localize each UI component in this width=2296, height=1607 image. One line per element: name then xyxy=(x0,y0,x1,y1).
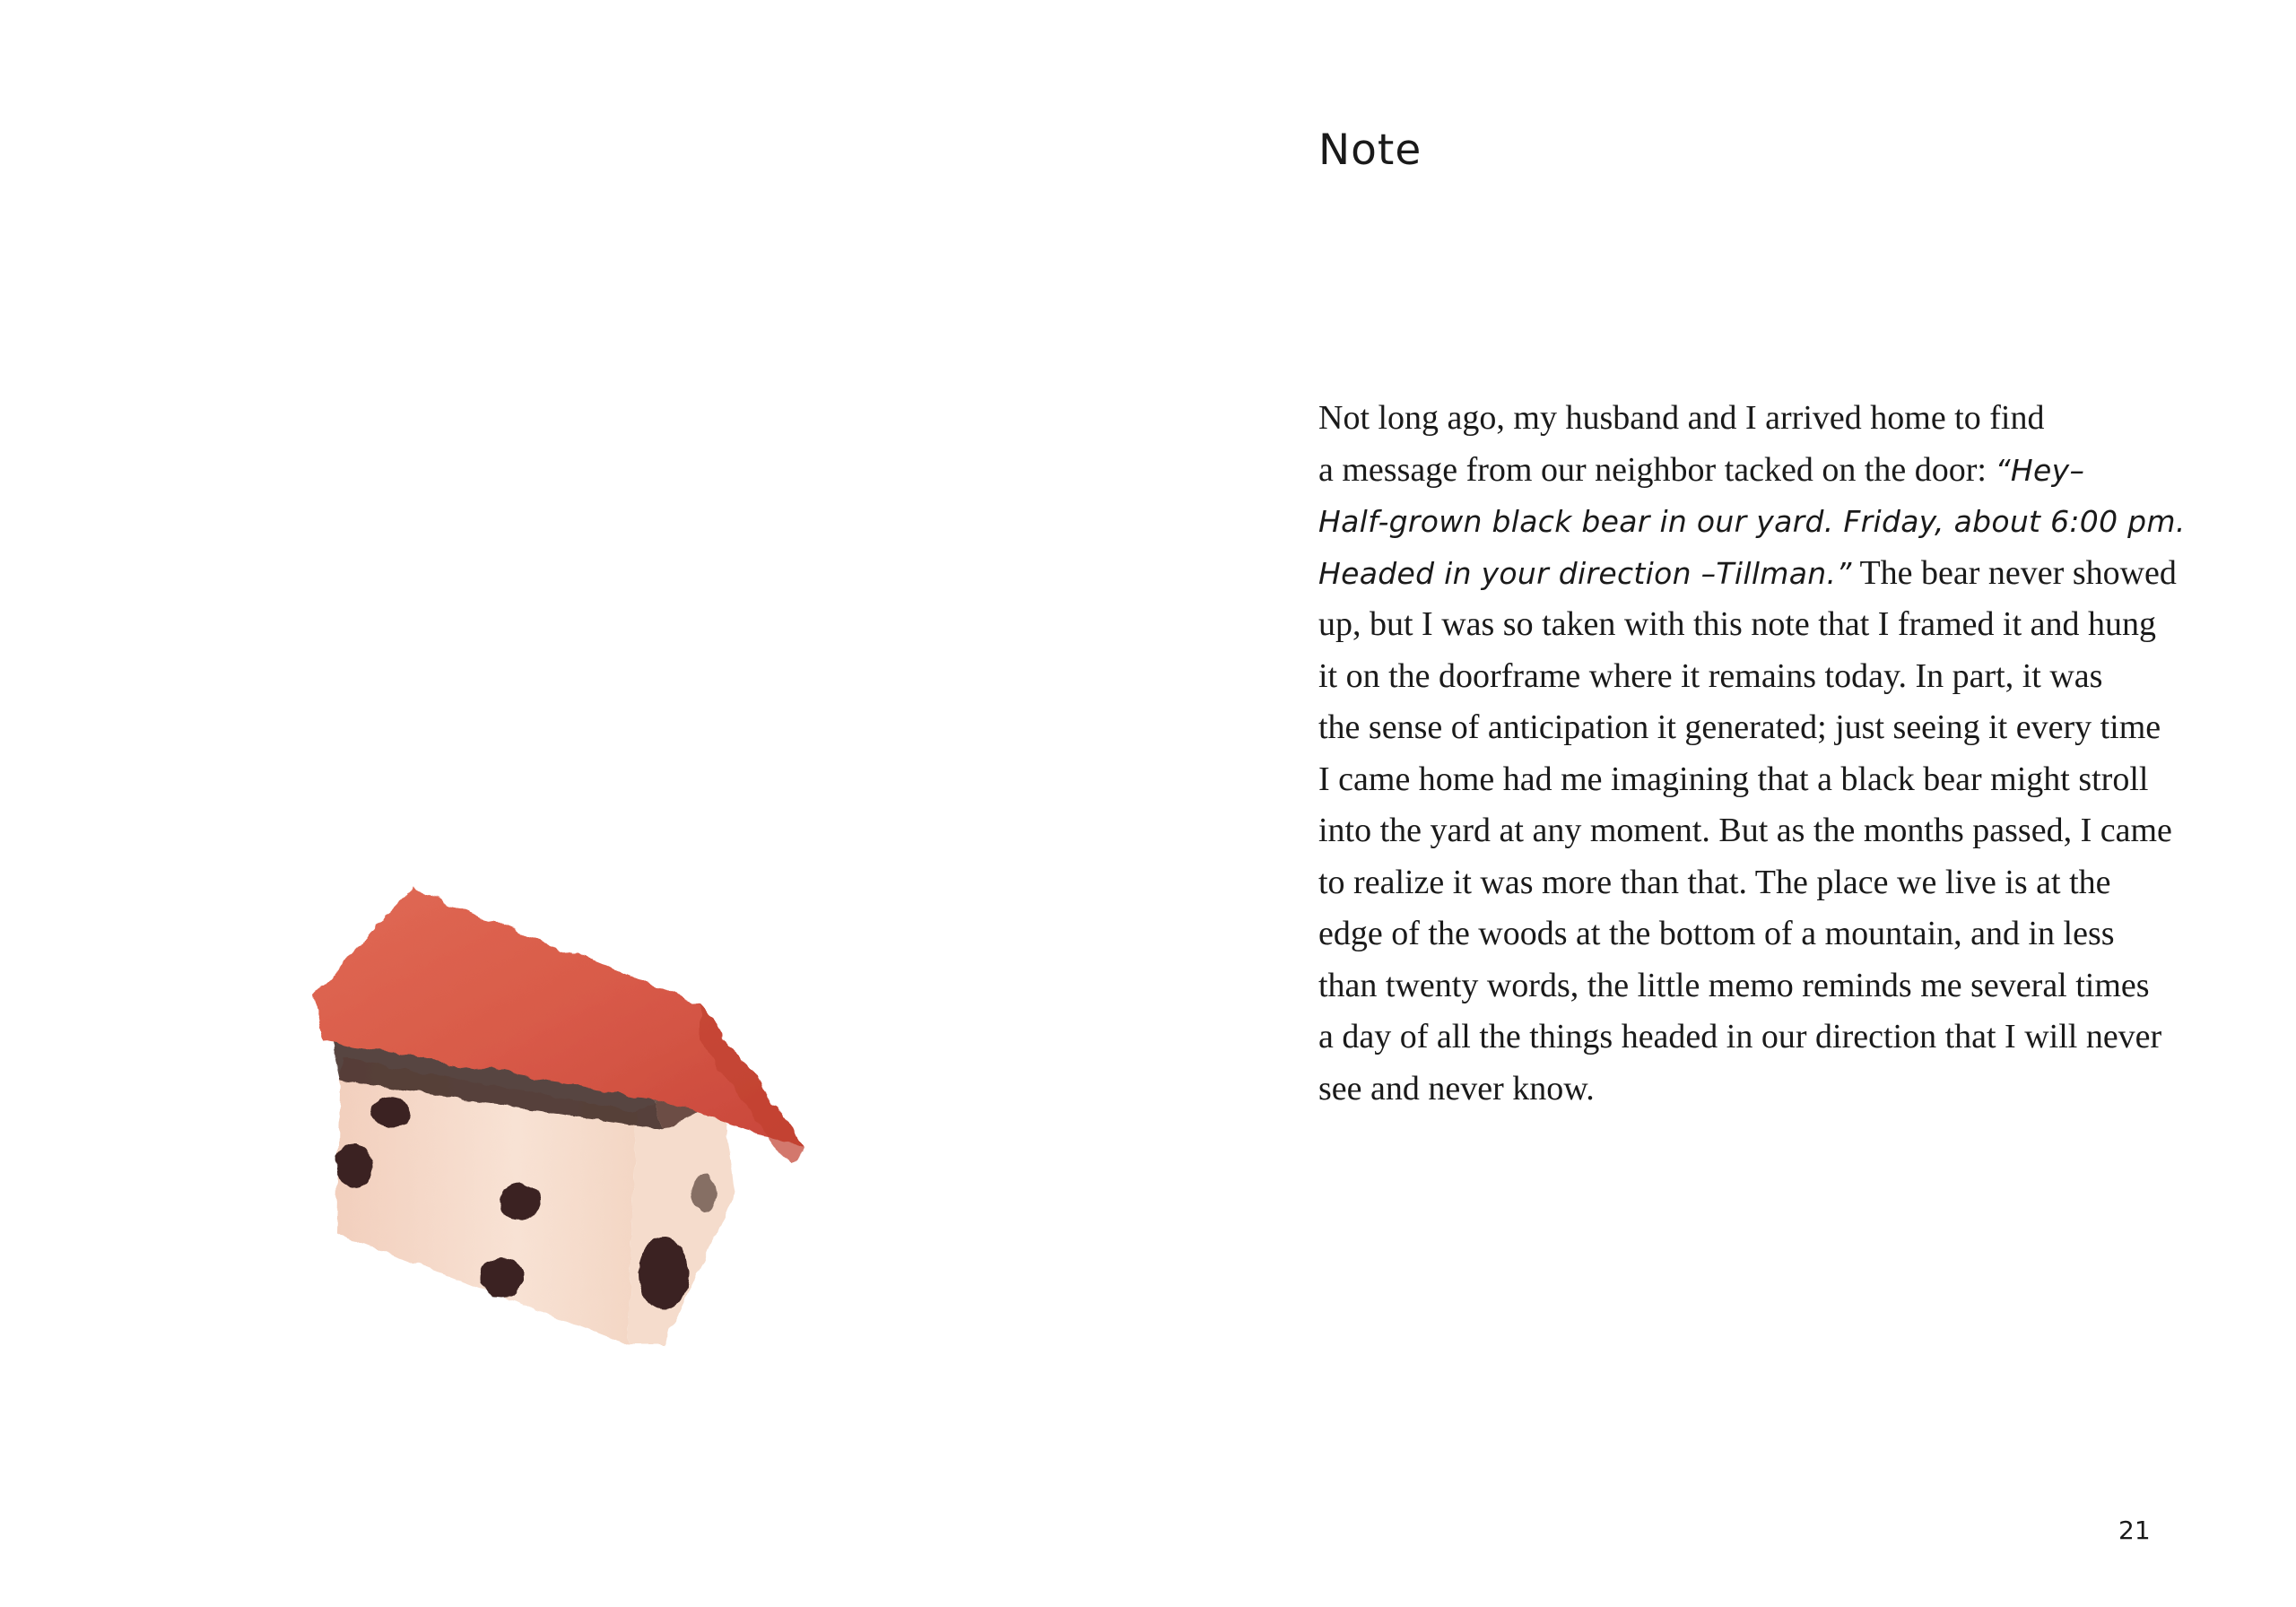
body-line: than twenty words, the little memo reminds me several times xyxy=(1318,966,2150,1004)
body-line: I came home had me imagining that a black bear might stroll xyxy=(1318,760,2149,798)
body-line: to realize it was more than that. The place we live is at the xyxy=(1318,863,2111,901)
page-number: 21 xyxy=(2118,1516,2151,1545)
body-line: it on the doorframe where it remains today. In part, it was xyxy=(1318,656,2103,695)
neighbor-note-quote: Half-grown black bear in our yard. Friday, about 6:00 pm. xyxy=(1318,504,2186,539)
body-line xyxy=(1318,445,2233,497)
body-paragraph xyxy=(1318,393,2233,1115)
watercolor-house-icon xyxy=(161,771,1004,1399)
body-line: a day of all the things headed in our direction that I will never xyxy=(1318,1018,2162,1055)
body-line: up, but I was so taken with this note that I framed it and hung xyxy=(1318,605,2156,643)
neighbor-note-quote: Headed in your direction –Tillman.” xyxy=(1318,555,1852,591)
body-line: into the yard at any moment. But as the months passed, I came xyxy=(1318,812,2172,849)
neighbor-note-quote: “Hey– xyxy=(1995,452,2085,488)
body-line: see and never know. xyxy=(1318,1069,1595,1108)
body-line: Not long ago, my husband and I arrived home to find xyxy=(1318,399,2045,437)
body-line xyxy=(1318,548,2233,600)
body-line-text: a message from our neighbor tacked on the door: xyxy=(1318,450,1996,489)
body-line-text: The bear never showed xyxy=(1851,553,2177,592)
house-illustration xyxy=(161,771,1004,1399)
page-title: Note xyxy=(1318,126,1422,175)
body-line: edge of the woods at the bottom of a mountain, and in less xyxy=(1318,915,2115,952)
right-page xyxy=(1148,0,2296,1607)
body-line: the sense of anticipation it generated; just seeing it every time xyxy=(1318,708,2161,746)
